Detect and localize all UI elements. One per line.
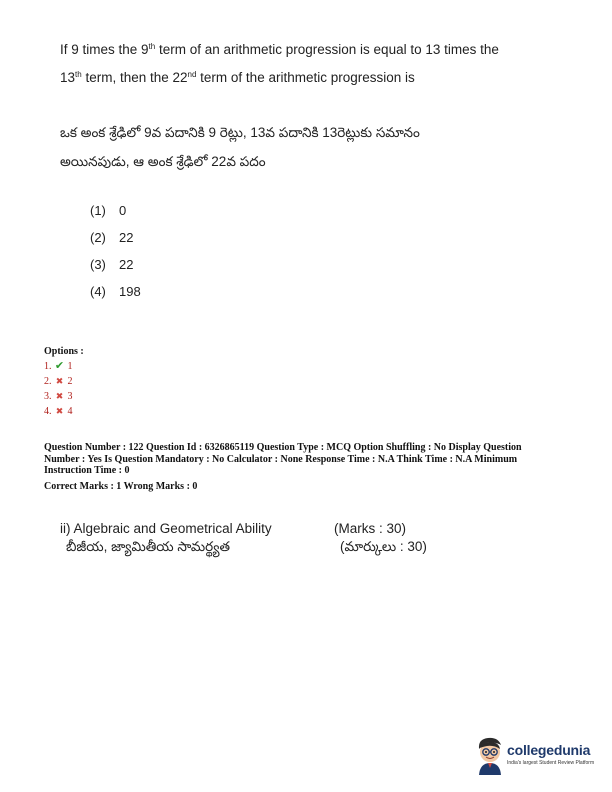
option-index: 4. [44, 406, 52, 417]
choice-3 [90, 254, 141, 281]
option-index: 2. [44, 376, 52, 387]
question-line-2-start: 13 [60, 70, 76, 85]
choice-text: 22 [119, 257, 134, 272]
choice-4 [90, 281, 141, 308]
cross-icon: ✖ [55, 391, 64, 401]
choice-number: (1) [90, 203, 106, 218]
option-4 [44, 404, 84, 419]
brand-name: collegedunia [507, 742, 591, 758]
options-heading: Options : [44, 346, 84, 357]
answer-choices [90, 200, 141, 308]
question-metadata [44, 442, 584, 492]
option-index: 1. [44, 361, 52, 372]
choice-2 [90, 227, 141, 254]
option-value: 1 [67, 361, 73, 372]
question-line-1 [60, 36, 530, 64]
choice-number: (3) [90, 257, 106, 272]
section-marks-telugu: (మార్కులు : 30) [340, 539, 427, 554]
marks-line: Correct Marks : 1 Wrong Marks : 0 [44, 480, 198, 492]
option-1 [44, 359, 84, 374]
option-value: 4 [67, 406, 73, 417]
question-text-telugu [60, 118, 530, 176]
section-marks: (Marks : 30) [334, 521, 407, 536]
question-line-1-end: term of an arithmetic progression is equal to 13 times the [155, 42, 499, 57]
section-row-english [60, 520, 427, 538]
options-list [44, 344, 84, 419]
option-2 [44, 374, 84, 389]
section-title-telugu: బీజీయ, జ్యామితీయ సామర్థ్యత [66, 539, 231, 554]
question-line-2 [60, 64, 530, 92]
metadata-line-1: Question Number : 122 Question Id : 6326865119 Question Type : MCQ Option Shuffling : No Display Question [44, 442, 522, 453]
choice-1 [90, 200, 141, 227]
option-index: 3. [44, 391, 52, 402]
mascot-icon [474, 735, 506, 775]
choice-text: 198 [119, 284, 141, 299]
cross-icon: ✖ [55, 406, 64, 416]
brand-tagline: India's largest Student Review Platform [507, 760, 595, 766]
superscript-th: th [75, 70, 82, 79]
question-line-2-middle: term, then the 22 [81, 70, 188, 85]
collegedunia-logo [474, 735, 604, 775]
section-header [60, 520, 427, 556]
option-3 [44, 389, 84, 404]
question-line-2-end: term of the arithmetic progression is [196, 70, 415, 85]
question-text [60, 36, 530, 92]
choice-number: (4) [90, 284, 106, 299]
choice-text: 0 [119, 203, 127, 218]
section-row-telugu [60, 538, 427, 556]
choice-text: 22 [119, 230, 134, 245]
superscript-nd: nd [187, 70, 197, 79]
check-icon: ✔ [54, 360, 65, 372]
choice-number: (2) [90, 230, 106, 245]
telugu-line-1: ఒక అంక శ్రేఢిలో 9వ పదానికి 9 రెట్లు, 13వ పదానికి 13రెట్లుకు సమానం [60, 125, 420, 140]
option-value: 3 [67, 391, 73, 402]
metadata-line-3: Instruction Time : 0 [44, 465, 130, 476]
telugu-line-2: అయినపుడు, ఆ అంక శ్రేఢిలో 22వ పదం [60, 154, 266, 169]
option-value: 2 [67, 376, 73, 387]
question-line-1-start: If 9 times the 9 [60, 42, 149, 57]
section-title: ii) Algebraic and Geometrical Ability [60, 521, 272, 536]
cross-icon: ✖ [55, 376, 64, 386]
metadata-line-2: Number : Yes Is Question Mandatory : No Calculator : None Response Time : N.A Think Time : N.A Minimum [44, 453, 518, 465]
superscript-th: th [148, 42, 156, 51]
